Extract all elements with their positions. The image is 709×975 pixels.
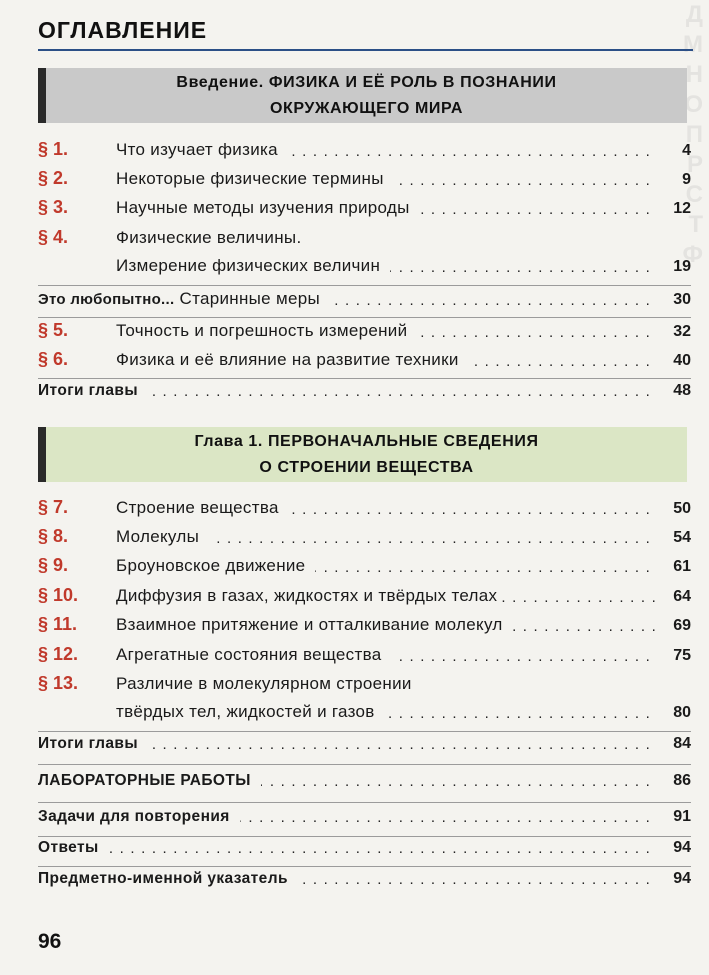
toc-entry[interactable]	[38, 227, 691, 255]
dot-leader	[109, 840, 651, 860]
entry-page: 64	[673, 588, 691, 605]
entry-title: Ответы	[38, 839, 99, 856]
entry-title: Строение вещества	[116, 498, 279, 517]
separator	[38, 836, 691, 837]
section-number: § 1.	[38, 139, 69, 159]
intro-band-line1: Введение. ФИЗИКА И ЕЁ РОЛЬ В ПОЗНАНИИ	[176, 73, 557, 91]
entry-title: Что изучает физика	[116, 140, 278, 159]
toc-entry[interactable]	[38, 349, 691, 377]
separator	[38, 866, 691, 867]
entry-title: Измерение физических величин	[116, 256, 381, 275]
entry-page: 9	[682, 171, 691, 188]
entry-title: ЛАБОРАТОРНЫЕ РАБОТЫ	[38, 772, 251, 789]
separator	[38, 378, 691, 379]
dot-leader	[315, 559, 651, 579]
toc-entry[interactable]	[38, 497, 691, 525]
dot-leader	[394, 172, 651, 192]
entry-page: 30	[673, 291, 691, 308]
toc-entry[interactable]	[38, 555, 691, 583]
entry-title: Точность и погрешность измерений	[116, 321, 408, 340]
section-number: § 12.	[38, 644, 79, 664]
toc-entry[interactable]	[38, 870, 691, 898]
dot-leader	[385, 705, 651, 725]
dot-leader	[209, 530, 651, 550]
section-number: § 5.	[38, 320, 69, 340]
dot-leader	[298, 871, 651, 891]
entry-title: Итоги главы	[38, 735, 138, 752]
section-number: § 6.	[38, 349, 69, 369]
entry-title: Броуновское движение	[116, 556, 306, 575]
dot-leader	[417, 324, 651, 344]
toc-entry-lab[interactable]	[38, 772, 691, 800]
entry-title: Некоторые физические термины	[116, 169, 384, 188]
toc-entry-continuation[interactable]	[38, 256, 691, 284]
entry-title: Диффузия в газах, жидкостях и твёрдых телах	[116, 586, 498, 605]
dot-leader	[288, 143, 651, 163]
entry-title: Итоги главы	[38, 382, 138, 399]
dot-leader	[420, 201, 651, 221]
entry-page: 61	[673, 558, 691, 575]
entry-title: Различие в молекулярном строении	[116, 674, 412, 693]
toc-entry[interactable]	[38, 839, 691, 867]
entry-page: 80	[673, 704, 691, 721]
entry-page: 54	[673, 529, 691, 546]
section-number: § 11.	[38, 614, 78, 634]
entry-title: твёрдых тел, жидкостей и газов	[116, 702, 375, 721]
dot-leader	[390, 259, 651, 279]
curious-prefix: Это любопытно...	[38, 291, 175, 308]
entry-title: Молекулы	[116, 527, 200, 546]
intro-band	[38, 68, 687, 123]
entry-title: Физические величины.	[116, 228, 302, 247]
page-number: 96	[38, 930, 62, 953]
dot-leader	[391, 648, 651, 668]
toc-entry-summary[interactable]	[38, 735, 691, 763]
section-number: § 8.	[38, 526, 69, 546]
bleed-through: Д М Н О П Р С Т Ф	[682, 1, 703, 268]
intro-band-line2: ОКРУЖАЮЩЕГО МИРА	[269, 99, 464, 117]
entry-page: 48	[673, 382, 691, 399]
entry-page: 40	[673, 352, 691, 369]
entry-title: Задачи для повторения	[38, 808, 230, 825]
dot-leader	[289, 501, 651, 521]
separator	[38, 285, 691, 286]
entry-page: 19	[673, 258, 691, 275]
toc-entry[interactable]	[38, 139, 691, 167]
toc-entry[interactable]	[38, 644, 691, 672]
toc-entry[interactable]	[38, 585, 691, 613]
dot-leader	[469, 353, 651, 373]
toc-entry[interactable]	[38, 673, 691, 701]
toc-entry-curious[interactable]	[38, 289, 691, 317]
entry-page: 91	[673, 808, 691, 825]
entry-page: 69	[673, 617, 691, 634]
chapter1-band-line1: Глава 1. ПЕРВОНАЧАЛЬНЫЕ СВЕДЕНИЯ	[194, 432, 539, 450]
title-rule	[38, 49, 693, 51]
entry-title: Старинные меры	[179, 289, 320, 308]
entry-title: Физика и её влияние на развитие техники	[116, 350, 459, 369]
section-number: § 3.	[38, 197, 69, 217]
entry-page: 75	[673, 647, 691, 664]
entry-page: 12	[673, 200, 691, 217]
section-number: § 9.	[38, 555, 69, 575]
entry-page: 84	[673, 735, 691, 752]
toc-entry[interactable]	[38, 197, 691, 225]
section-number: § 2.	[38, 168, 69, 188]
dot-leader	[501, 589, 657, 609]
entry-page: 4	[682, 142, 691, 159]
section-number: § 4.	[38, 227, 69, 247]
separator	[38, 317, 691, 318]
toc-entry[interactable]	[38, 320, 691, 348]
section-number: § 7.	[38, 497, 69, 517]
entry-title: Агрегатные состояния вещества	[116, 645, 382, 664]
dot-leader	[330, 292, 651, 312]
toc-entry[interactable]	[38, 168, 691, 196]
dot-leader	[148, 736, 651, 756]
entry-page: 32	[673, 323, 691, 340]
dot-leader	[261, 773, 651, 793]
entry-page: 50	[673, 500, 691, 517]
toc-entry[interactable]	[38, 614, 691, 642]
dot-leader	[240, 809, 651, 829]
entry-page: 94	[673, 870, 691, 887]
entry-title: Взаимное притяжение и отталкивание молекул	[116, 615, 503, 634]
section-number: § 10.	[38, 585, 79, 605]
section-number: § 13.	[38, 673, 79, 693]
chapter1-band	[38, 427, 687, 482]
entry-page: 86	[673, 772, 691, 789]
dot-leader	[507, 618, 657, 638]
dot-leader	[148, 383, 651, 403]
toc-entry-summary[interactable]	[38, 382, 691, 410]
chapter1-band-line2: О СТРОЕНИИ ВЕЩЕСТВА	[259, 458, 474, 476]
toc-entry-continuation[interactable]	[38, 702, 691, 730]
toc-entry[interactable]	[38, 808, 691, 836]
separator	[38, 802, 691, 803]
page-title: ОГЛАВЛЕНИЕ	[38, 17, 208, 43]
toc-entry[interactable]	[38, 526, 691, 554]
entry-title: Научные методы изучения природы	[116, 198, 410, 217]
entry-title: Предметно-именной указатель	[38, 870, 288, 887]
separator	[38, 764, 691, 765]
entry-page: 94	[673, 839, 691, 856]
separator	[38, 731, 691, 732]
